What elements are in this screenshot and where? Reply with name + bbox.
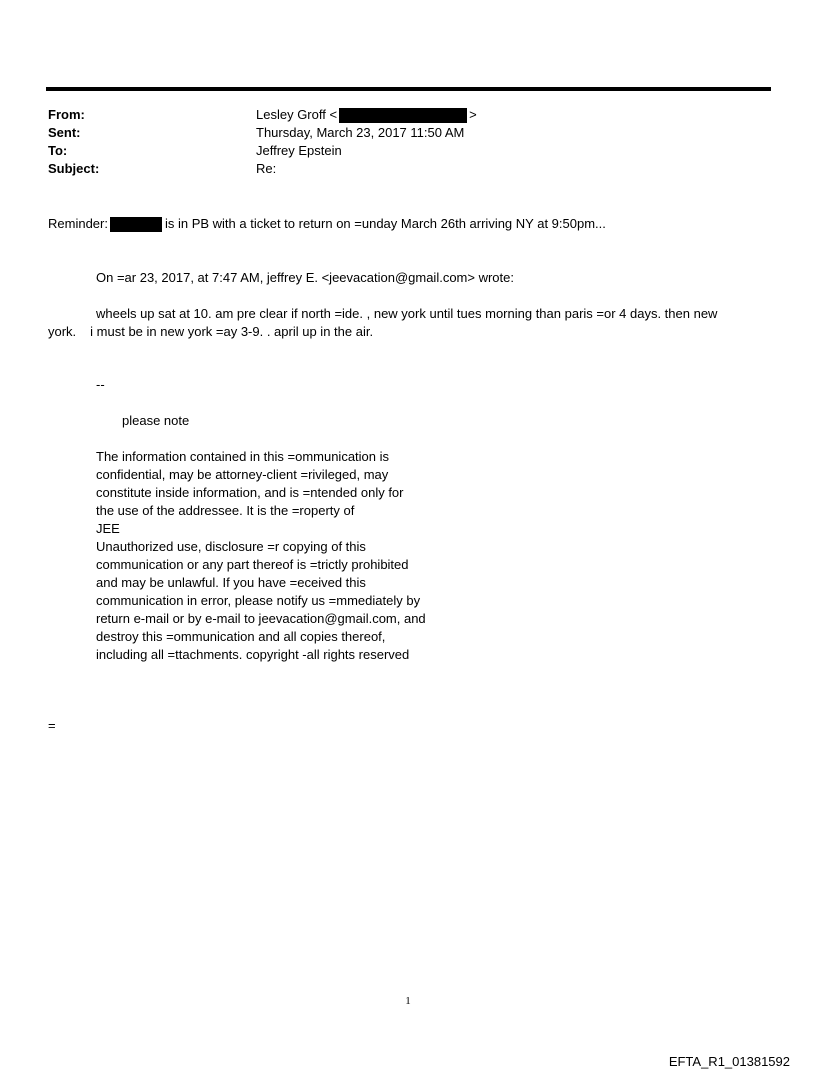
disclaimer-line: JEE <box>96 521 120 536</box>
redacted-email <box>339 108 467 123</box>
document-id: EFTA_R1_01381592 <box>668 1054 790 1069</box>
reminder-text: is in PB with a ticket to return on =unday March 26th arriving NY at 9:50pm... <box>164 216 606 231</box>
trailing-equals: = <box>48 718 56 733</box>
disclaimer-line: communication in error, please notify us =mmediately by <box>96 593 421 608</box>
email-header <box>48 106 748 178</box>
disclaimer-line: and may be unlawful. If you have =eceived this <box>96 575 366 590</box>
disclaimer-line: return e-mail or by e-mail to jeevacation@gmail.com, and <box>96 611 426 626</box>
sent-value: Thursday, March 23, 2017 11:50 AM <box>256 125 465 140</box>
please-note: please note <box>122 413 190 428</box>
sent-row <box>48 124 748 142</box>
disclaimer-line: confidential, may be attorney-client =rivileged, may <box>96 467 389 482</box>
subject-label: Subject: <box>48 161 100 176</box>
disclaimer-line: constitute inside information, and is =ntended only for <box>96 485 404 500</box>
reminder-prefix: Reminder: <box>48 216 108 231</box>
sent-label: Sent: <box>48 125 81 140</box>
disclaimer-line: including all =ttachments. copyright -all rights reserved <box>96 647 410 662</box>
signature-separator: -- <box>96 377 105 392</box>
quoted-line-2-rest: i must be in new york =ay 3-9. . april up in the air. <box>90 324 374 339</box>
quoted-message-line-2 <box>48 323 373 341</box>
disclaimer-line: destroy this =ommunication and all copies thereof, <box>96 629 386 644</box>
disclaimer-line: The information contained in this =ommunication is <box>96 449 390 464</box>
quoted-line-2-start: york. <box>48 324 77 339</box>
quoted-message-header: On =ar 23, 2017, at 7:47 AM, jeffrey E. <jeevacation@gmail.com> wrote: <box>96 270 514 285</box>
redacted-name <box>110 217 162 232</box>
from-close-bracket: > <box>469 107 477 122</box>
to-value: Jeffrey Epstein <box>256 143 342 158</box>
reminder-line <box>48 215 606 233</box>
disclaimer-line: communication or any part thereof is =trictly prohibited <box>96 557 409 572</box>
header-divider <box>46 87 771 91</box>
disclaimer-line: Unauthorized use, disclosure =r copying of this <box>96 539 366 554</box>
quoted-message-line-1: wheels up sat at 10. am pre clear if north =ide. , new york until tues morning than paris =or 4 days. then new <box>96 306 718 321</box>
to-label: To: <box>48 143 68 158</box>
subject-row <box>48 160 748 178</box>
subject-value: Re: <box>256 161 277 176</box>
from-value <box>256 106 748 124</box>
disclaimer-line: the use of the addressee. It is the =roperty of <box>96 503 355 518</box>
from-row <box>48 106 748 124</box>
disclaimer-block <box>96 448 516 664</box>
to-row <box>48 142 748 160</box>
page-number: 1 <box>405 995 411 1007</box>
from-name: Lesley Groff < <box>256 107 338 122</box>
from-label: From: <box>48 107 85 122</box>
